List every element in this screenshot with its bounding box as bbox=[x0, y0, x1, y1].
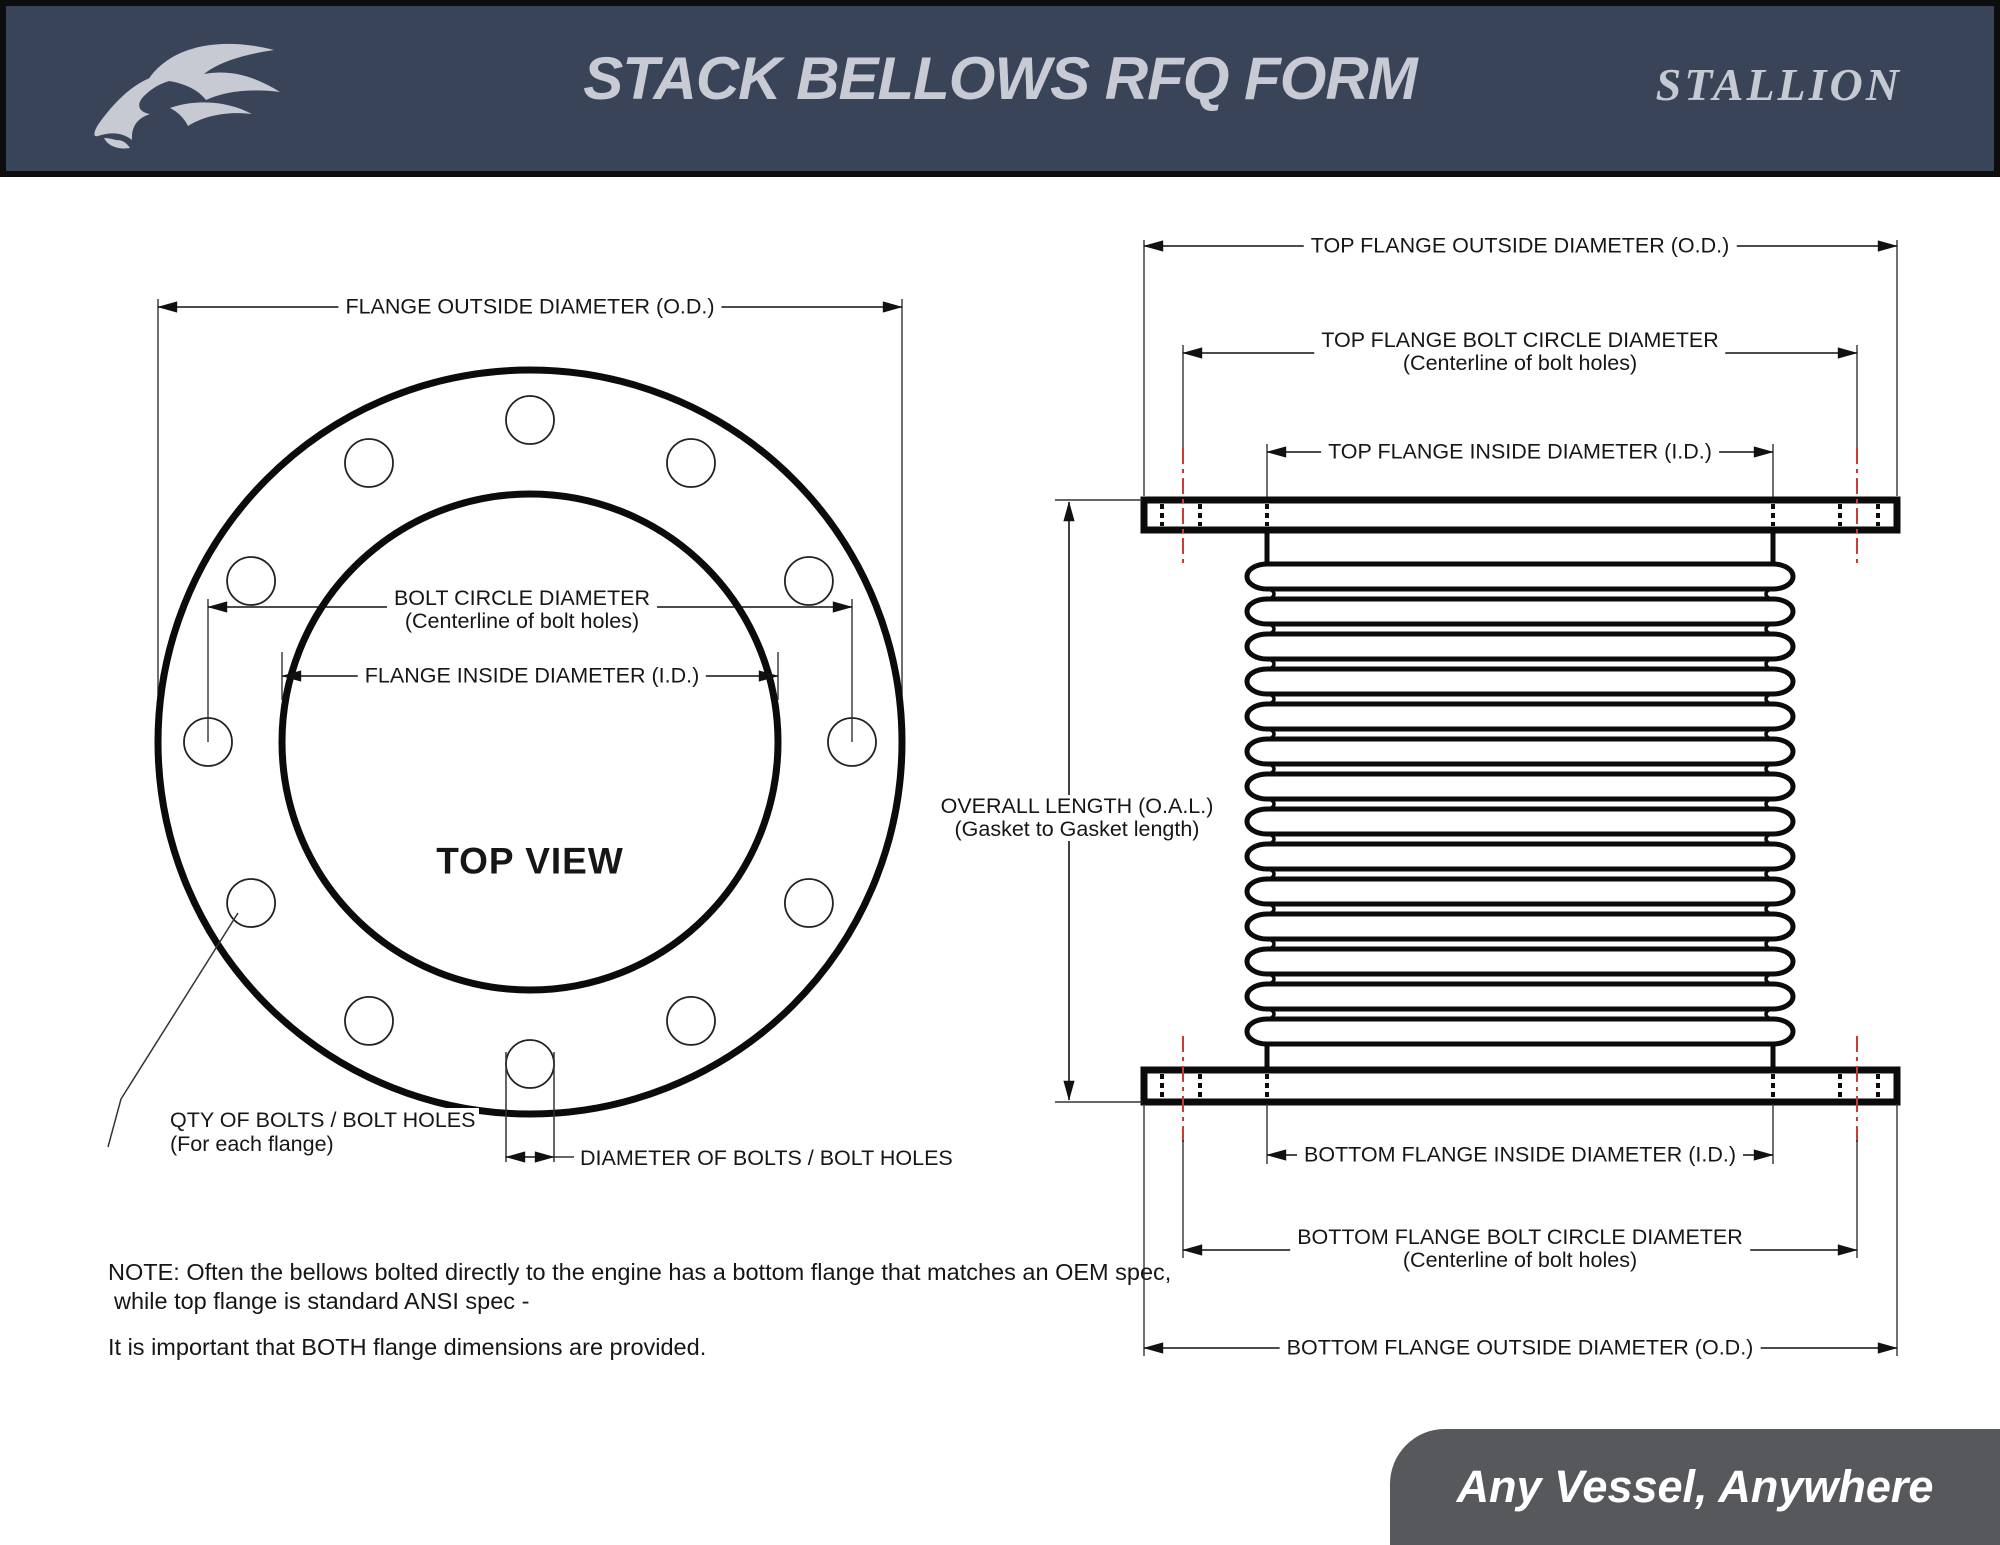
footer-banner bbox=[1390, 1429, 2000, 1545]
bottom-flange-bc-line2: (Centerline of bolt holes) bbox=[1402, 1248, 1638, 1272]
top-view-title: TOP VIEW bbox=[429, 850, 631, 873]
bottom-flange-od-label: BOTTOM FLANGE OUTSIDE DIAMETER (O.D.) bbox=[1280, 1337, 1761, 1360]
top-flange-bc-line2: (Centerline of bolt holes) bbox=[1402, 351, 1638, 375]
top-flange bbox=[1144, 500, 1897, 530]
note-line3: It is important that BOTH flange dimensions are provided. bbox=[108, 1334, 707, 1360]
top-flange-bc-line1: TOP FLANGE BOLT CIRCLE DIAMETER bbox=[1321, 328, 1719, 352]
bottom-flange-bc-line1: BOTTOM FLANGE BOLT CIRCLE DIAMETER bbox=[1297, 1225, 1743, 1249]
tagline: Any Vessel, Anywhere bbox=[1456, 1461, 1934, 1512]
flange-outer-circle bbox=[158, 370, 902, 1114]
bolt-circle-label bbox=[387, 587, 657, 633]
overall-length-label bbox=[934, 795, 1221, 841]
bolt-circle-label-line2: (Centerline of bolt holes) bbox=[404, 609, 640, 633]
note-line2: while top flange is standard ANSI spec - bbox=[114, 1288, 530, 1314]
bottom-flange-id-label: BOTTOM FLANGE INSIDE DIAMETER (I.D.) bbox=[1297, 1144, 1743, 1167]
qty-bolts-label-line1: QTY OF BOLTS / BOLT HOLES bbox=[170, 1108, 476, 1132]
qty-bolts-label bbox=[166, 1108, 479, 1156]
flange-od-label: FLANGE OUTSIDE DIAMETER (O.D.) bbox=[338, 296, 721, 319]
bolt-circle-label-line1: BOLT CIRCLE DIAMETER bbox=[393, 586, 651, 610]
overall-length-line1: OVERALL LENGTH (O.A.L.) bbox=[940, 794, 1214, 818]
flange-id-label: FLANGE INSIDE DIAMETER (I.D.) bbox=[358, 665, 706, 688]
qty-bolts-label-line2: (For each flange) bbox=[170, 1132, 334, 1156]
top-flange-id-label: TOP FLANGE INSIDE DIAMETER (I.D.) bbox=[1321, 441, 1719, 464]
page-title: STACK BELLOWS RFQ FORM bbox=[583, 45, 1417, 112]
bottom-flange bbox=[1144, 1070, 1897, 1102]
brand-wordmark: STALLION bbox=[1655, 59, 1902, 110]
bolt-holes bbox=[184, 396, 876, 1088]
top-flange-od-label: TOP FLANGE OUTSIDE DIAMETER (O.D.) bbox=[1304, 235, 1737, 258]
top-view-diagram bbox=[108, 299, 902, 1162]
note-line1: NOTE: Often the bellows bolted directly to the engine has a bottom flange that matches an OEM spec, bbox=[108, 1259, 1172, 1285]
bottom-flange-bc-label bbox=[1290, 1226, 1750, 1272]
bolt-diameter-label: DIAMETER OF BOLTS / BOLT HOLES bbox=[576, 1146, 957, 1170]
top-flange-bc-label bbox=[1314, 329, 1725, 375]
overall-length-line2: (Gasket to Gasket length) bbox=[954, 817, 1200, 841]
bellows-convolutions bbox=[1247, 564, 1793, 1044]
flange-inner-circle bbox=[282, 494, 778, 990]
